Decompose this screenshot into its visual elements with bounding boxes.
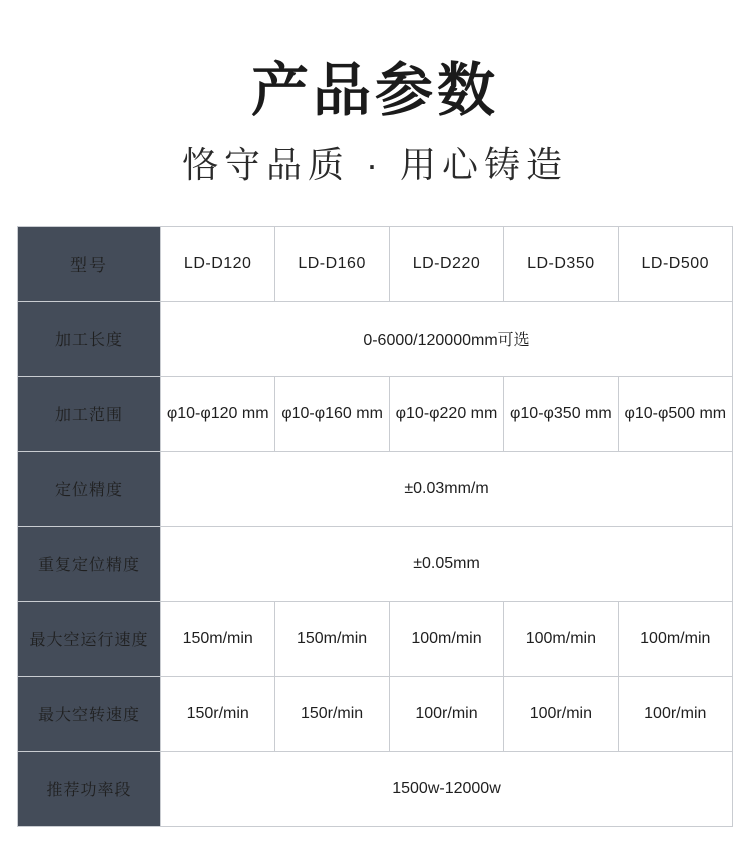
spec-table-wrapper — [17, 226, 733, 827]
row-label: 加工范围 — [18, 376, 161, 451]
table-cell: φ10-φ160 mm — [275, 376, 389, 451]
table-cell: 100m/min — [504, 601, 618, 676]
spec-table — [17, 226, 733, 827]
table-cell-merged: ±0.05mm — [161, 526, 733, 601]
row-label: 加工长度 — [18, 301, 161, 376]
table-row — [18, 526, 733, 601]
page-title: 产品参数 — [250, 58, 499, 123]
page-subtitle: 恪守品质 · 用心铸造 — [182, 143, 568, 185]
row-label: 最大空运行速度 — [18, 601, 161, 676]
spec-table-body — [18, 226, 733, 826]
row-label: 定位精度 — [18, 451, 161, 526]
table-cell: φ10-φ120 mm — [161, 376, 275, 451]
page-header — [0, 0, 750, 186]
table-cell: LD-D220 — [389, 226, 503, 301]
table-cell: 150m/min — [161, 601, 275, 676]
table-cell: 100m/min — [389, 601, 503, 676]
table-cell: LD-D350 — [504, 226, 618, 301]
row-label: 最大空转速度 — [18, 676, 161, 751]
table-row — [18, 676, 733, 751]
table-cell: φ10-φ220 mm — [389, 376, 503, 451]
row-label: 重复定位精度 — [18, 526, 161, 601]
table-cell-merged: 0-6000/120000mm可选 — [161, 301, 733, 376]
table-cell: 150m/min — [275, 601, 389, 676]
table-cell: 100r/min — [618, 676, 732, 751]
table-cell: φ10-φ350 mm — [504, 376, 618, 451]
table-row — [18, 751, 733, 826]
row-label: 型号 — [18, 226, 161, 301]
row-label: 推荐功率段 — [18, 751, 161, 826]
table-cell: LD-D120 — [161, 226, 275, 301]
table-cell: 100r/min — [504, 676, 618, 751]
table-row — [18, 601, 733, 676]
table-cell-merged: 1500w-12000w — [161, 751, 733, 826]
table-cell: LD-D500 — [618, 226, 732, 301]
table-cell-merged: ±0.03mm/m — [161, 451, 733, 526]
table-cell: 100m/min — [618, 601, 732, 676]
table-cell: φ10-φ500 mm — [618, 376, 732, 451]
table-row — [18, 301, 733, 376]
table-cell: LD-D160 — [275, 226, 389, 301]
table-cell: 150r/min — [275, 676, 389, 751]
table-row — [18, 376, 733, 451]
table-row — [18, 451, 733, 526]
table-row — [18, 226, 733, 301]
table-cell: 150r/min — [161, 676, 275, 751]
table-cell: 100r/min — [389, 676, 503, 751]
